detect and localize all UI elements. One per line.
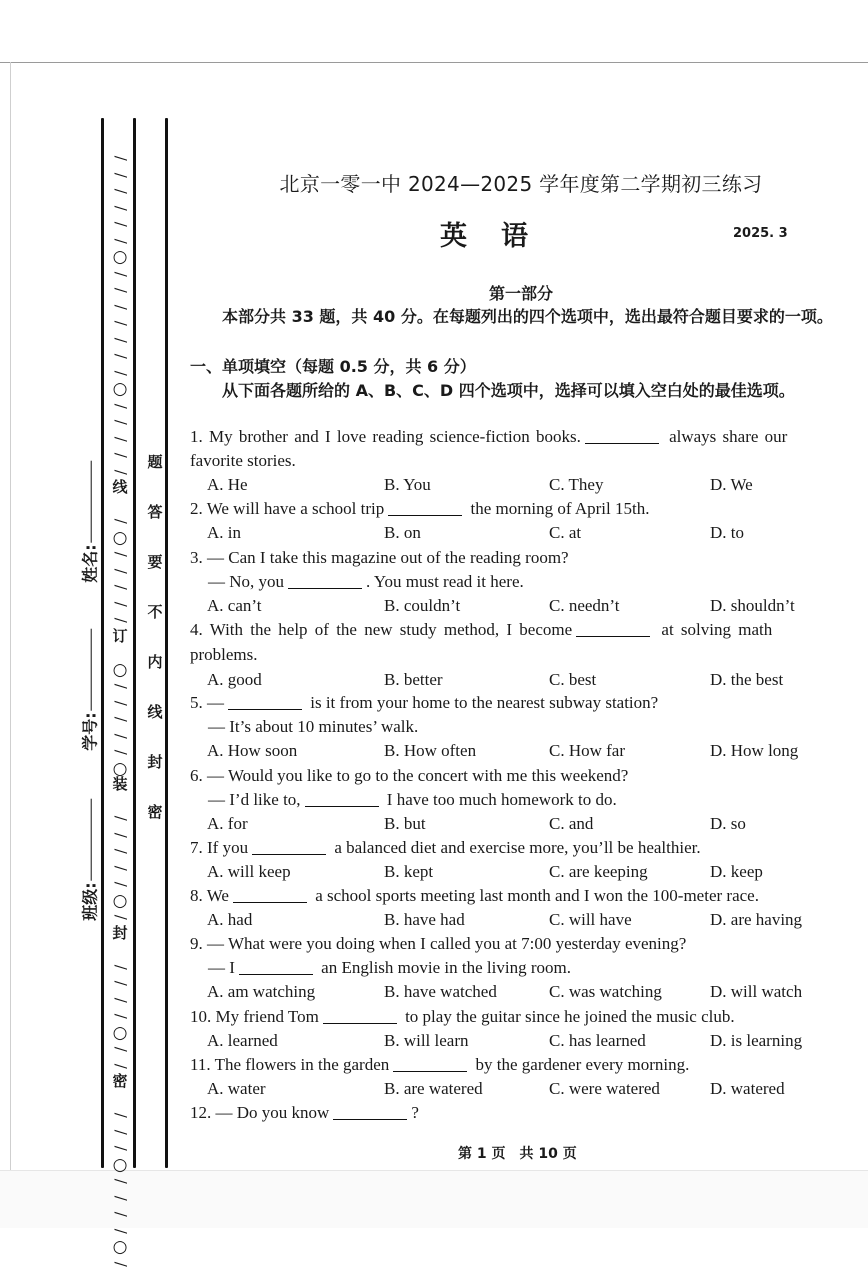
question-text: The flowers in the garden [214, 1055, 390, 1074]
scan-top-margin [0, 0, 868, 63]
cut-circle-icon: ○ [112, 1237, 128, 1257]
binding-line-outer [101, 118, 104, 1168]
question-text: is it from your home to the nearest subway station? [306, 693, 659, 712]
option-c: C. at [549, 523, 582, 542]
cut-slash-icon: / [112, 881, 131, 887]
question-text: by the gardener every morning. [471, 1055, 690, 1074]
seal-inner-char: 不 [147, 603, 163, 621]
seal-outer-char: 订 [112, 626, 128, 645]
question-text: the morning of April 15th. [466, 499, 650, 518]
number-label: 学号: [80, 712, 100, 751]
cut-circle-icon: ○ [112, 247, 128, 267]
name-label: 姓名: [80, 544, 100, 583]
question-number: 9. [190, 934, 203, 953]
cut-slash-icon: / [112, 815, 131, 821]
question-text: ? [411, 1103, 419, 1122]
cut-circle-icon: ○ [112, 379, 128, 399]
question-1-line [190, 427, 852, 447]
binding-line-inner [165, 118, 168, 1168]
number-blank [91, 628, 92, 710]
answer-blank [585, 443, 659, 444]
cut-slash-icon: / [112, 1013, 131, 1019]
cut-slash-icon: / [112, 205, 131, 211]
cut-slash-icon: / [112, 1129, 131, 1135]
seal-outer-char: 密 [112, 1072, 128, 1090]
cut-slash-icon: / [112, 997, 131, 1003]
section-instructions: 从下面各题所给的 A、B、C、D 四个选项中，选择可以填入空白处的最佳选项。 [222, 381, 795, 400]
scan-left-edge [10, 62, 11, 1172]
seal-outer-char: 装 [112, 775, 128, 793]
question-text: a balanced diet and exercise more, you’ll be healthier. [330, 838, 701, 857]
cut-slash-icon: / [112, 403, 131, 409]
cut-slash-icon: / [112, 584, 131, 590]
question-text: — Would you like to go to the concert with me this weekend? [207, 766, 629, 785]
answer-blank [228, 709, 302, 710]
option-d: D. We [710, 475, 753, 494]
answer-blank [233, 902, 307, 903]
answer-blank [252, 854, 326, 855]
cut-slash-icon: / [112, 865, 131, 871]
option-a: A. good [207, 670, 262, 689]
question-text: favorite stories. [190, 451, 296, 470]
question-number: 11. [190, 1055, 211, 1074]
seal-inner-char: 答 [147, 503, 163, 521]
option-b: B. on [384, 523, 421, 542]
question-number: 6. [190, 766, 203, 785]
question-text: problems. [190, 645, 258, 664]
seal-inner-char: 密 [147, 803, 163, 821]
option-a: A. water [207, 1079, 266, 1098]
option-c: C. will have [549, 910, 632, 929]
option-c: C. was watching [549, 982, 662, 1001]
option-a: A. will keep [207, 862, 291, 881]
option-d: D. shouldn’t [710, 596, 795, 615]
cut-slash-icon: / [112, 238, 131, 244]
cut-slash-icon: / [112, 419, 131, 425]
option-c: C. best [549, 670, 597, 689]
question-10-line [190, 1007, 852, 1027]
question-number: 5. [190, 693, 203, 712]
cut-circle-icon: ○ [112, 1154, 128, 1175]
answer-blank [323, 1023, 397, 1024]
option-d: D. the best [710, 670, 784, 689]
option-a: A. am watching [207, 982, 316, 1001]
question-text: We [206, 886, 229, 905]
question-text: always share our [662, 427, 788, 446]
option-c: C. They [549, 475, 604, 494]
cut-slash-icon: / [112, 716, 131, 722]
question-1-line [190, 451, 852, 471]
cut-slash-icon: / [112, 617, 131, 623]
option-c: C. are keeping [549, 862, 648, 881]
cut-slash-icon: / [112, 700, 131, 706]
option-b: B. better [384, 670, 443, 689]
question-text: — Can I take this magazine out of the reading room? [207, 548, 569, 567]
option-b: B. are watered [384, 1079, 483, 1098]
question-text: — I [208, 958, 235, 977]
question-number: 7. [190, 838, 203, 857]
student-class-field [78, 798, 101, 920]
option-a: A. He [207, 475, 248, 494]
answer-blank [393, 1071, 467, 1072]
scan-bottom-margin [0, 1170, 868, 1228]
answer-blank [288, 588, 362, 589]
option-b: B. have watched [384, 982, 497, 1001]
option-c: C. needn’t [549, 596, 620, 615]
page-footer: 第 1 页 共 10 页 [458, 1146, 577, 1162]
question-text: . You must read it here. [366, 572, 524, 591]
cut-slash-icon: / [112, 568, 131, 574]
question-number: 2. [190, 499, 203, 518]
cut-slash-icon: / [112, 1228, 131, 1234]
option-d: D. are having [710, 910, 803, 929]
option-d: D. to [710, 523, 744, 542]
cut-slash-icon: / [112, 1178, 131, 1184]
exam-date: 2025. 3 [733, 226, 788, 241]
option-a: A. can’t [207, 596, 262, 615]
answer-blank [239, 974, 313, 975]
option-c: C. and [549, 814, 594, 833]
cut-slash-icon: / [112, 848, 131, 854]
seal-inner-char: 要 [147, 553, 163, 571]
option-a: A. How soon [207, 741, 298, 760]
question-number: 3. [190, 548, 203, 567]
option-a: A. in [207, 523, 241, 542]
cut-slash-icon: / [112, 1261, 131, 1267]
option-b: B. have had [384, 910, 465, 929]
cut-slash-icon: / [112, 370, 131, 376]
question-text: My friend Tom [215, 1007, 319, 1026]
cut-slash-icon: / [112, 155, 131, 161]
cut-line-column [111, 150, 129, 1272]
question-12-line [190, 1103, 852, 1123]
cut-slash-icon: / [112, 832, 131, 838]
cut-circle-icon: ○ [112, 659, 128, 680]
cut-slash-icon: / [112, 980, 131, 986]
option-a: A. learned [207, 1031, 278, 1050]
cut-slash-icon: / [112, 436, 131, 442]
student-number-field [78, 628, 101, 750]
seal-outer-char: 封 [112, 923, 128, 942]
cut-circle-icon: ○ [112, 1022, 128, 1043]
question-text: My brother and I love reading science-fiction books. [209, 427, 581, 446]
seal-inner-char: 封 [147, 753, 163, 771]
question-number: 12. [190, 1103, 212, 1122]
cut-slash-icon: / [112, 271, 131, 277]
question-8-line [190, 886, 852, 906]
seal-inner-column [145, 455, 165, 855]
question-text: We will have a school trip [206, 499, 385, 518]
cut-slash-icon: / [112, 733, 131, 739]
question-text: With the help of the new study method, I become [209, 620, 573, 639]
question-2-line [190, 499, 852, 519]
option-d: D. watered [710, 1079, 785, 1098]
question-text: an English movie in the living room. [316, 958, 571, 977]
option-b: B. will learn [384, 1031, 469, 1050]
question-number: 10. [190, 1007, 212, 1026]
cut-slash-icon: / [112, 320, 131, 326]
section-title: 一、单项填空（每题 0.5 分，共 6 分） [190, 357, 476, 376]
cut-slash-icon: / [112, 683, 131, 689]
part-heading: 第一部分 [488, 284, 553, 303]
cut-slash-icon: / [112, 1112, 131, 1118]
cut-slash-icon: / [112, 1195, 131, 1201]
exam-title: 北京一零一中 2024—2025 学年度第二学期初三练习 [279, 172, 763, 196]
question-text: — [207, 693, 224, 712]
question-number: 4. [190, 620, 203, 639]
question-text: — I’d like to, [208, 790, 301, 809]
cut-slash-icon: / [112, 337, 131, 343]
option-c: C. How far [549, 741, 626, 760]
student-name-field [78, 460, 101, 582]
option-d: D. so [710, 814, 746, 833]
option-d: D. is learning [710, 1031, 803, 1050]
option-c: C. has learned [549, 1031, 646, 1050]
name-blank [91, 460, 92, 542]
question-4-line [190, 620, 852, 640]
seal-inner-char: 题 [147, 453, 163, 471]
cut-slash-icon: / [112, 304, 131, 310]
answer-blank [388, 515, 462, 516]
question-9-line [190, 934, 852, 954]
option-b: B. You [384, 475, 431, 494]
option-b: B. kept [384, 862, 434, 881]
subject-title: 英语 [440, 221, 562, 252]
cut-slash-icon: / [112, 749, 131, 755]
answer-blank [576, 636, 650, 637]
option-c: C. were watered [549, 1079, 660, 1098]
question-text: — It’s about 10 minutes’ walk. [208, 717, 419, 736]
option-b: B. but [384, 814, 426, 833]
question-text: — Do you know [215, 1103, 330, 1122]
option-d: D. keep [710, 862, 763, 881]
cut-slash-icon: / [112, 452, 131, 458]
cut-circle-icon: ○ [112, 890, 128, 911]
question-number: 1. [190, 427, 203, 446]
seal-inner-char: 线 [147, 703, 163, 721]
question-text: — What were you doing when I called you at 7:00 yesterday evening? [207, 934, 687, 953]
cut-slash-icon: / [112, 221, 131, 227]
question-text: I have too much homework to do. [382, 790, 617, 809]
question-5-line [208, 717, 868, 737]
answer-blank [305, 806, 379, 807]
question-4-line [190, 645, 852, 665]
cut-circle-icon: ○ [112, 758, 128, 779]
option-a: A. had [207, 910, 253, 929]
question-9-line [208, 958, 868, 978]
answer-blank [333, 1119, 407, 1120]
question-6-line [190, 766, 852, 786]
question-5-line [190, 693, 852, 713]
option-d: D. How long [710, 741, 799, 760]
question-11-line [190, 1055, 852, 1075]
option-d: D. will watch [710, 982, 803, 1001]
cut-slash-icon: / [112, 914, 131, 920]
cut-slash-icon: / [112, 1145, 131, 1151]
cut-slash-icon: / [112, 469, 131, 475]
option-b: B. How often [384, 741, 477, 760]
question-text: — No, you [208, 572, 285, 591]
cut-slash-icon: / [112, 1046, 131, 1052]
option-a: A. for [207, 814, 248, 833]
cut-slash-icon: / [112, 964, 131, 970]
question-3-line [190, 548, 852, 568]
binding-line-middle [133, 118, 136, 1168]
cut-slash-icon: / [112, 518, 131, 524]
cut-slash-icon: / [112, 601, 131, 607]
cut-slash-icon: / [112, 1211, 131, 1217]
question-text: a school sports meeting last month and I won the 100-meter race. [310, 886, 759, 905]
question-3-line [208, 572, 868, 592]
cut-slash-icon: / [112, 188, 131, 194]
seal-outer-char: 线 [112, 478, 128, 496]
question-6-line [208, 790, 868, 810]
cut-slash-icon: / [112, 353, 131, 359]
cut-slash-icon: / [112, 172, 131, 178]
question-number: 8. [190, 886, 203, 905]
cut-circle-icon: ○ [112, 527, 128, 548]
cut-slash-icon: / [112, 1063, 131, 1069]
question-text: at solving math [654, 620, 773, 639]
question-text: If you [207, 838, 249, 857]
part-intro: 本部分共 33 题，共 40 分。在每题列出的四个选项中，选出最符合题目要求的一项。 [222, 307, 833, 326]
question-7-line [190, 838, 852, 858]
class-blank [91, 798, 92, 880]
question-text: to play the guitar since he joined the music club. [400, 1007, 735, 1026]
cut-slash-icon: / [112, 287, 131, 293]
class-label: 班级: [80, 882, 100, 921]
seal-inner-char: 内 [147, 653, 163, 671]
option-b: B. couldn’t [384, 596, 461, 615]
cut-slash-icon: / [112, 551, 131, 557]
